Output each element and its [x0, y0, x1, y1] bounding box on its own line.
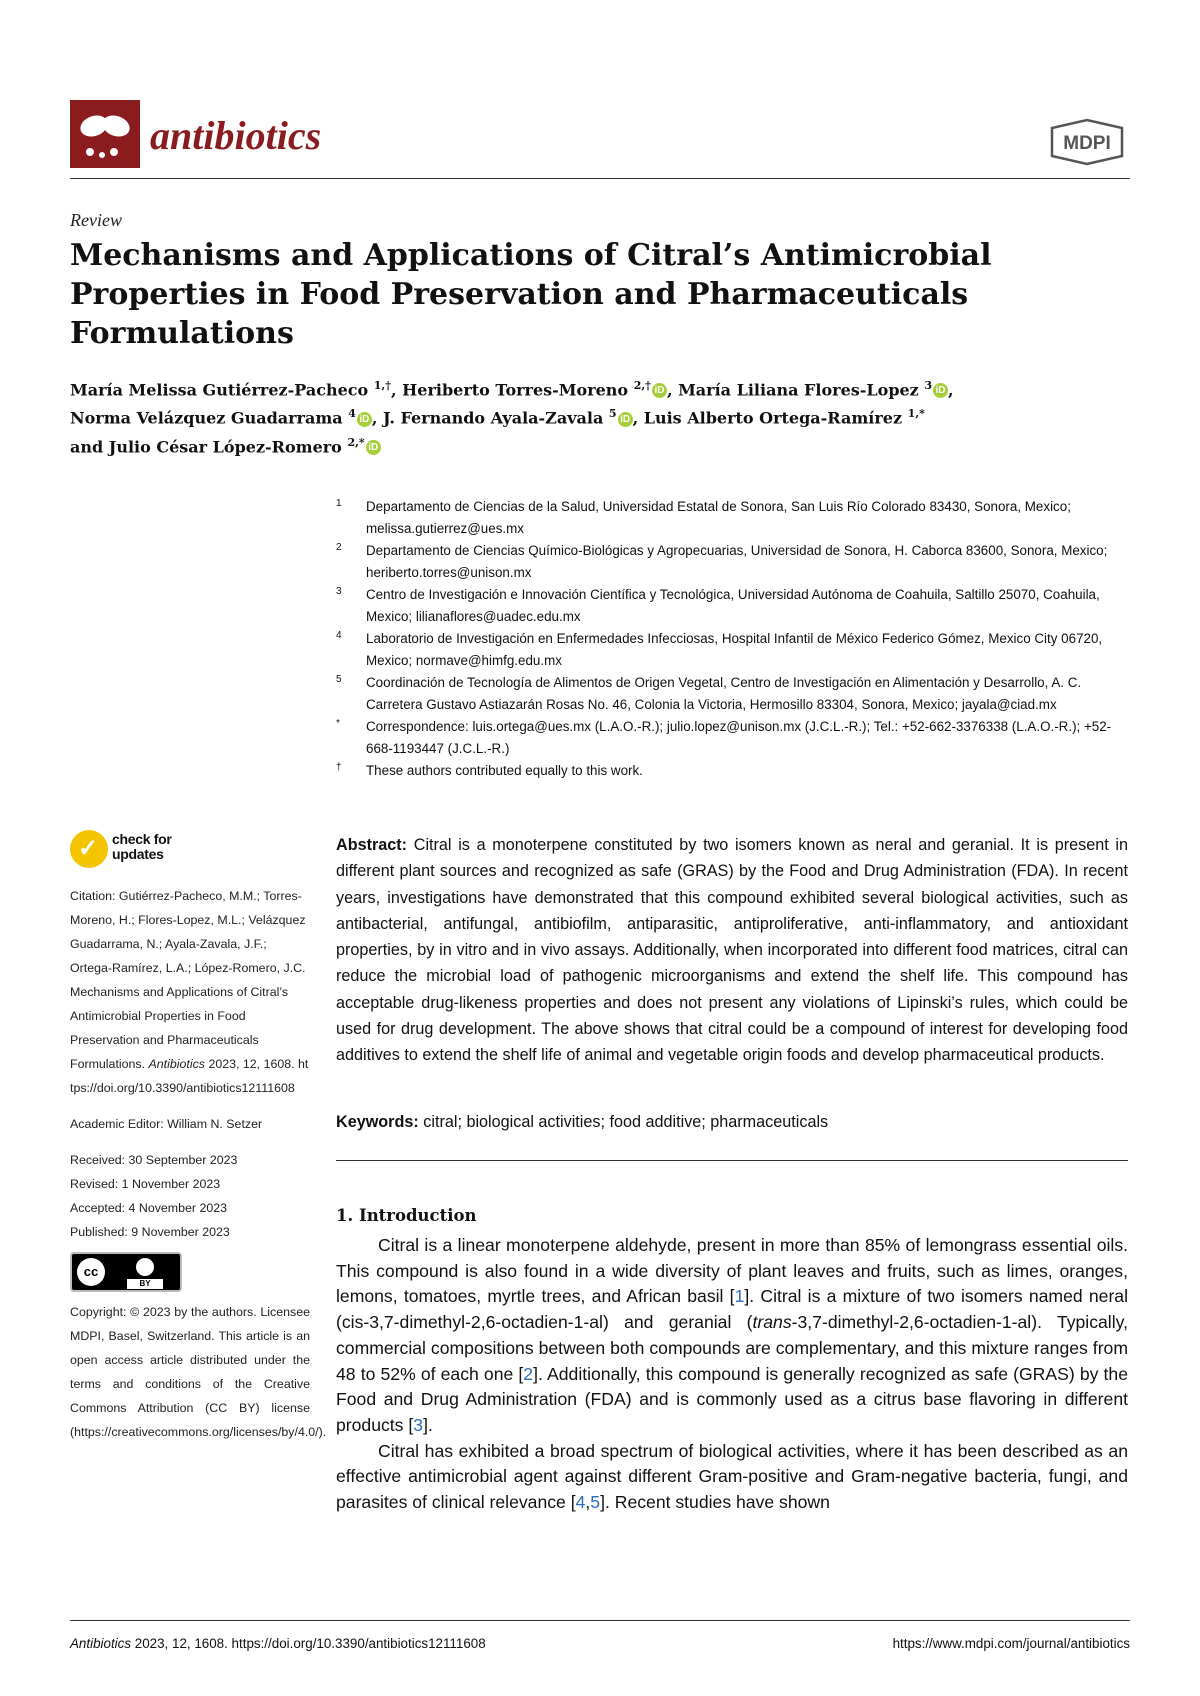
by-person-icon	[136, 1258, 154, 1276]
paragraph: Citral has exhibited a broad spectrum of biological activities, where it has been described as an effective antimicrobial agent against different Gram-positive and Gram-negative bacteria, fungi, and parasites of clinical relevance [4,5]. Recent studies have shown	[336, 1440, 1128, 1513]
affiliation-item	[336, 672, 1126, 716]
affiliation-mark: 4	[336, 630, 342, 641]
author-name[interactable]: María Liliana Flores-Lopez	[678, 380, 919, 400]
accepted-date: Accepted: 4 November 2023	[70, 1201, 228, 1215]
article-title: Mechanisms and Applications of Citral’s Antimicrobial Properties in Food Preservation and Pharmaceuticals Formulations	[70, 238, 992, 351]
reference-link[interactable]: 1	[734, 1286, 745, 1307]
correspondence-item	[336, 716, 1126, 760]
check-updates-label: updates	[112, 846, 164, 862]
check-updates-icon: ✓	[70, 830, 108, 868]
author-affiliation-mark: 5	[608, 407, 617, 421]
affiliation-mark: 2	[336, 542, 342, 553]
footer-journal: Antibiotics	[70, 1636, 132, 1651]
affiliation-text: Departamento de Ciencias Químico-Biológicas y Agropecuarias, Universidad de Sonora, H. Caborca 83600, Sonora, Mexico; heriberto.torres@unison.mx	[366, 543, 1108, 580]
journal-logo-icon	[70, 100, 140, 168]
affiliation-text: Centro de Investigación e Innovación Científica y Tecnológica, Universidad Autónoma de Coahuila, Saltillo 25070, Coahuila, Mexico; lilianaflores@uadec.edu.mx	[366, 587, 1100, 624]
citation-text: Gutiérrez-Pacheco, M.M.; Torres-Moreno, H.; Flores-Lopez, M.L.; Velázquez Guadarrama, N.; Ayala-Zavala, J.F.; Ortega-Ramírez, L.A.; López-Romero, J.C. Mechanisms and Applications of Citral’s Antimicrobial Properties in Food Preservation and Pharmaceuticals Formulations.	[70, 889, 306, 1071]
footer-divider	[70, 1620, 1130, 1621]
author-affiliation-mark: 2,†	[633, 379, 651, 392]
authors-and: and	[70, 436, 104, 456]
academic-editor: Academic Editor: William N. Setzer	[70, 1117, 263, 1131]
article-info-sidebar	[70, 884, 327, 1444]
footer-journal-url[interactable]: https://www.mdpi.com/journal/antibiotics	[892, 1636, 1130, 1651]
author-affiliation-mark: 1,†	[373, 379, 391, 392]
reference-link[interactable]: 3	[413, 1414, 424, 1435]
affiliation-item	[336, 628, 1126, 672]
reference-link[interactable]: 4	[575, 1492, 586, 1513]
affiliation-mark: 3	[336, 586, 342, 597]
affiliation-mark: 1	[336, 498, 342, 509]
reference-link[interactable]: 5	[590, 1492, 601, 1513]
footer-doi-link[interactable]: 2023, 12, 1608. https://doi.org/10.3390/antibiotics12111608	[134, 1636, 486, 1651]
abstract-text: Citral is a monoterpene constituted by two isomers known as neral and geranial. It is present in different plant sources and recognized as safe (GRAS) by the Food and Drug Administration (FDA). In recent years, investigations have demonstrated that this compound exhibited several biological activities, such as antibacterial, antifungal, antibiofilm, antiparasitic, antiproliferative, anti-inflammatory, and antioxidant properties, by in vitro and in vivo assays. Additionally, when incorporated into different food matrices, citral can reduce the microbial load of pathogenic microorganisms and extend the shelf life. This compound has acceptable drug-likeness properties and does not present any violations of Lipinski’s rules, which could be used for drug development. The above shows that citral could be a compound of interest for developing food additives to extend the shelf life of animal and vegetable origin foods and develop pharmaceutical products.	[336, 836, 1128, 1065]
citation-block	[70, 884, 310, 1100]
orcid-icon[interactable]: iD	[366, 440, 381, 455]
author-name[interactable]: J. Fernando Ayala-Zavala	[383, 408, 604, 428]
author-affiliation-mark: 2,*	[347, 435, 365, 449]
citation-doi-link[interactable]: https://doi.org/10.3390/antibiotics12111608	[70, 1057, 309, 1095]
author-name[interactable]: María Melissa Gutiérrez-Pacheco	[70, 380, 369, 400]
by-label: BY	[127, 1279, 163, 1289]
author-affiliation-mark: 4	[348, 407, 356, 421]
section-heading: 1. Introduction	[336, 1206, 477, 1225]
affiliation-text: Laboratorio de Investigación en Enfermedades Infecciosas, Hospital Infantil de México Federico Gómez, Mexico City 06720, Mexico; normave@himfg.edu.mx	[366, 631, 1103, 668]
section-divider	[336, 1160, 1128, 1161]
keywords-label: Keywords:	[336, 1113, 419, 1131]
published-date: Published: 9 November 2023	[70, 1225, 230, 1239]
received-date: Received: 30 September 2023	[70, 1153, 238, 1167]
header-divider	[70, 178, 1130, 179]
revised-date: Revised: 1 November 2023	[70, 1177, 221, 1191]
reference-link[interactable]: 2	[523, 1363, 534, 1384]
citation-label: Citation:	[70, 889, 116, 903]
introduction-body	[336, 1233, 1128, 1516]
article-type: Review	[70, 210, 122, 230]
keywords	[336, 1113, 1128, 1132]
keywords-text: citral; biological activities; food additive; pharmaceuticals	[423, 1113, 829, 1131]
check-updates-label: check for	[112, 831, 172, 847]
author-name[interactable]: Heriberto Torres-Moreno	[402, 380, 629, 400]
abstract-label: Abstract:	[336, 836, 408, 854]
affiliation-text: Departamento de Ciencias de la Salud, Universidad Estatal de Sonora, San Luis Río Colorado 83430, Sonora, Mexico; melissa.gutierrez@ues.mx	[366, 499, 1071, 536]
publisher-name: MDPI	[1063, 133, 1111, 154]
author-list: María Melissa Gutiérrez-Pacheco $^{1,\dagger}$, Heriberto Torres-Moreno $^{2,\dagger}$ iD , María Liliana Flores-Lopez $^3$ iD , Norma Velázquez Guadarrama $^4$ iD , J. Fernando Ayala-Zavala $^5$ iD , Luis Alberto Ortega-Ramírez $^{1,*}$ and Julio César López-Romero $^{2,*}$ iD	[70, 379, 954, 456]
correspondence-text: Correspondence: luis.ortega@ues.mx (L.A.O.-R.); julio.lopez@unison.mx (J.C.L.-R.); Tel.: +52-662-3376338 (L.A.O.-R.); +52-668-1193447 (J.C.L.-R.)	[366, 719, 1112, 756]
affiliation-mark: *	[336, 718, 340, 729]
orcid-icon[interactable]: iD	[933, 383, 948, 398]
orcid-icon[interactable]: iD	[357, 412, 372, 427]
mdpi-logo-icon[interactable]	[1042, 118, 1132, 171]
equal-contribution-note	[336, 760, 1126, 782]
author-affiliation-mark: 3	[924, 379, 932, 392]
affiliation-item	[336, 584, 1126, 628]
affiliation-item	[336, 540, 1126, 584]
author-affiliation-mark: 1,*	[907, 407, 925, 421]
paragraph: Citral is a linear monoterpene aldehyde, present in more than 85% of lemongrass essential oils. This compound is also found in a wide diversity of plant leaves and fruits, such as limes, oranges, lemons, tomatoes, myrtle trees, and African basil [1]. Citral is a mixture of two isomers named neral (cis-3,7-dimethyl-2,6-octadien-1-al) and geranial (trans-3,7-dimethyl-2,6-octadien-1-al). Typically, commercial compositions between both compounds are complementary, and this mixture ranges from 48 to 52% of each one [2]. Additionally, this compound is generally recognized as safe (GRAS) by the Food and Drug Administration (FDA) and is commonly used as a citrus base flavoring in different products [3].	[336, 1235, 1128, 1435]
cc-by-license-icon[interactable]	[70, 1252, 182, 1292]
cc-icon: cc	[77, 1258, 105, 1286]
author-name[interactable]: Julio César López-Romero	[108, 436, 342, 456]
affiliations	[336, 496, 1126, 782]
copyright-notice: Copyright: © 2023 by the authors. Licensee MDPI, Basel, Switzerland. This article is an open access article distributed under the terms and conditions of the Creative Commons Attribution (CC BY) license (https://creativecommons.org/licenses/by/4.0/).	[70, 1305, 327, 1439]
equal-contribution-text: These authors contributed equally to this work.	[366, 763, 643, 778]
citation-volume: 2023, 12, 1608.	[208, 1057, 295, 1071]
author-name[interactable]: Luis Alberto Ortega-Ramírez	[643, 408, 903, 428]
check-for-updates-button[interactable]	[70, 830, 200, 874]
citation-journal: Antibiotics	[148, 1057, 205, 1071]
affiliation-mark: 5	[336, 674, 342, 685]
orcid-icon[interactable]: iD	[618, 412, 633, 427]
author-name[interactable]: Norma Velázquez Guadarrama	[70, 408, 343, 428]
journal-name[interactable]: antibiotics	[150, 113, 322, 158]
orcid-icon[interactable]: iD	[652, 383, 667, 398]
affiliation-text: Coordinación de Tecnología de Alimentos de Origen Vegetal, Centro de Investigación en Alimentación y Desarrollo, A. C. Carretera Gustavo Astiazarán Rosas No. 46, Colonia la Victoria, Hermosillo 83304, Sonora, Mexico; jayala@ciad.mx	[366, 675, 1082, 712]
footer-citation	[70, 1636, 486, 1651]
affiliation-mark: †	[336, 762, 342, 773]
abstract	[336, 832, 1128, 1069]
affiliation-item	[336, 496, 1126, 540]
